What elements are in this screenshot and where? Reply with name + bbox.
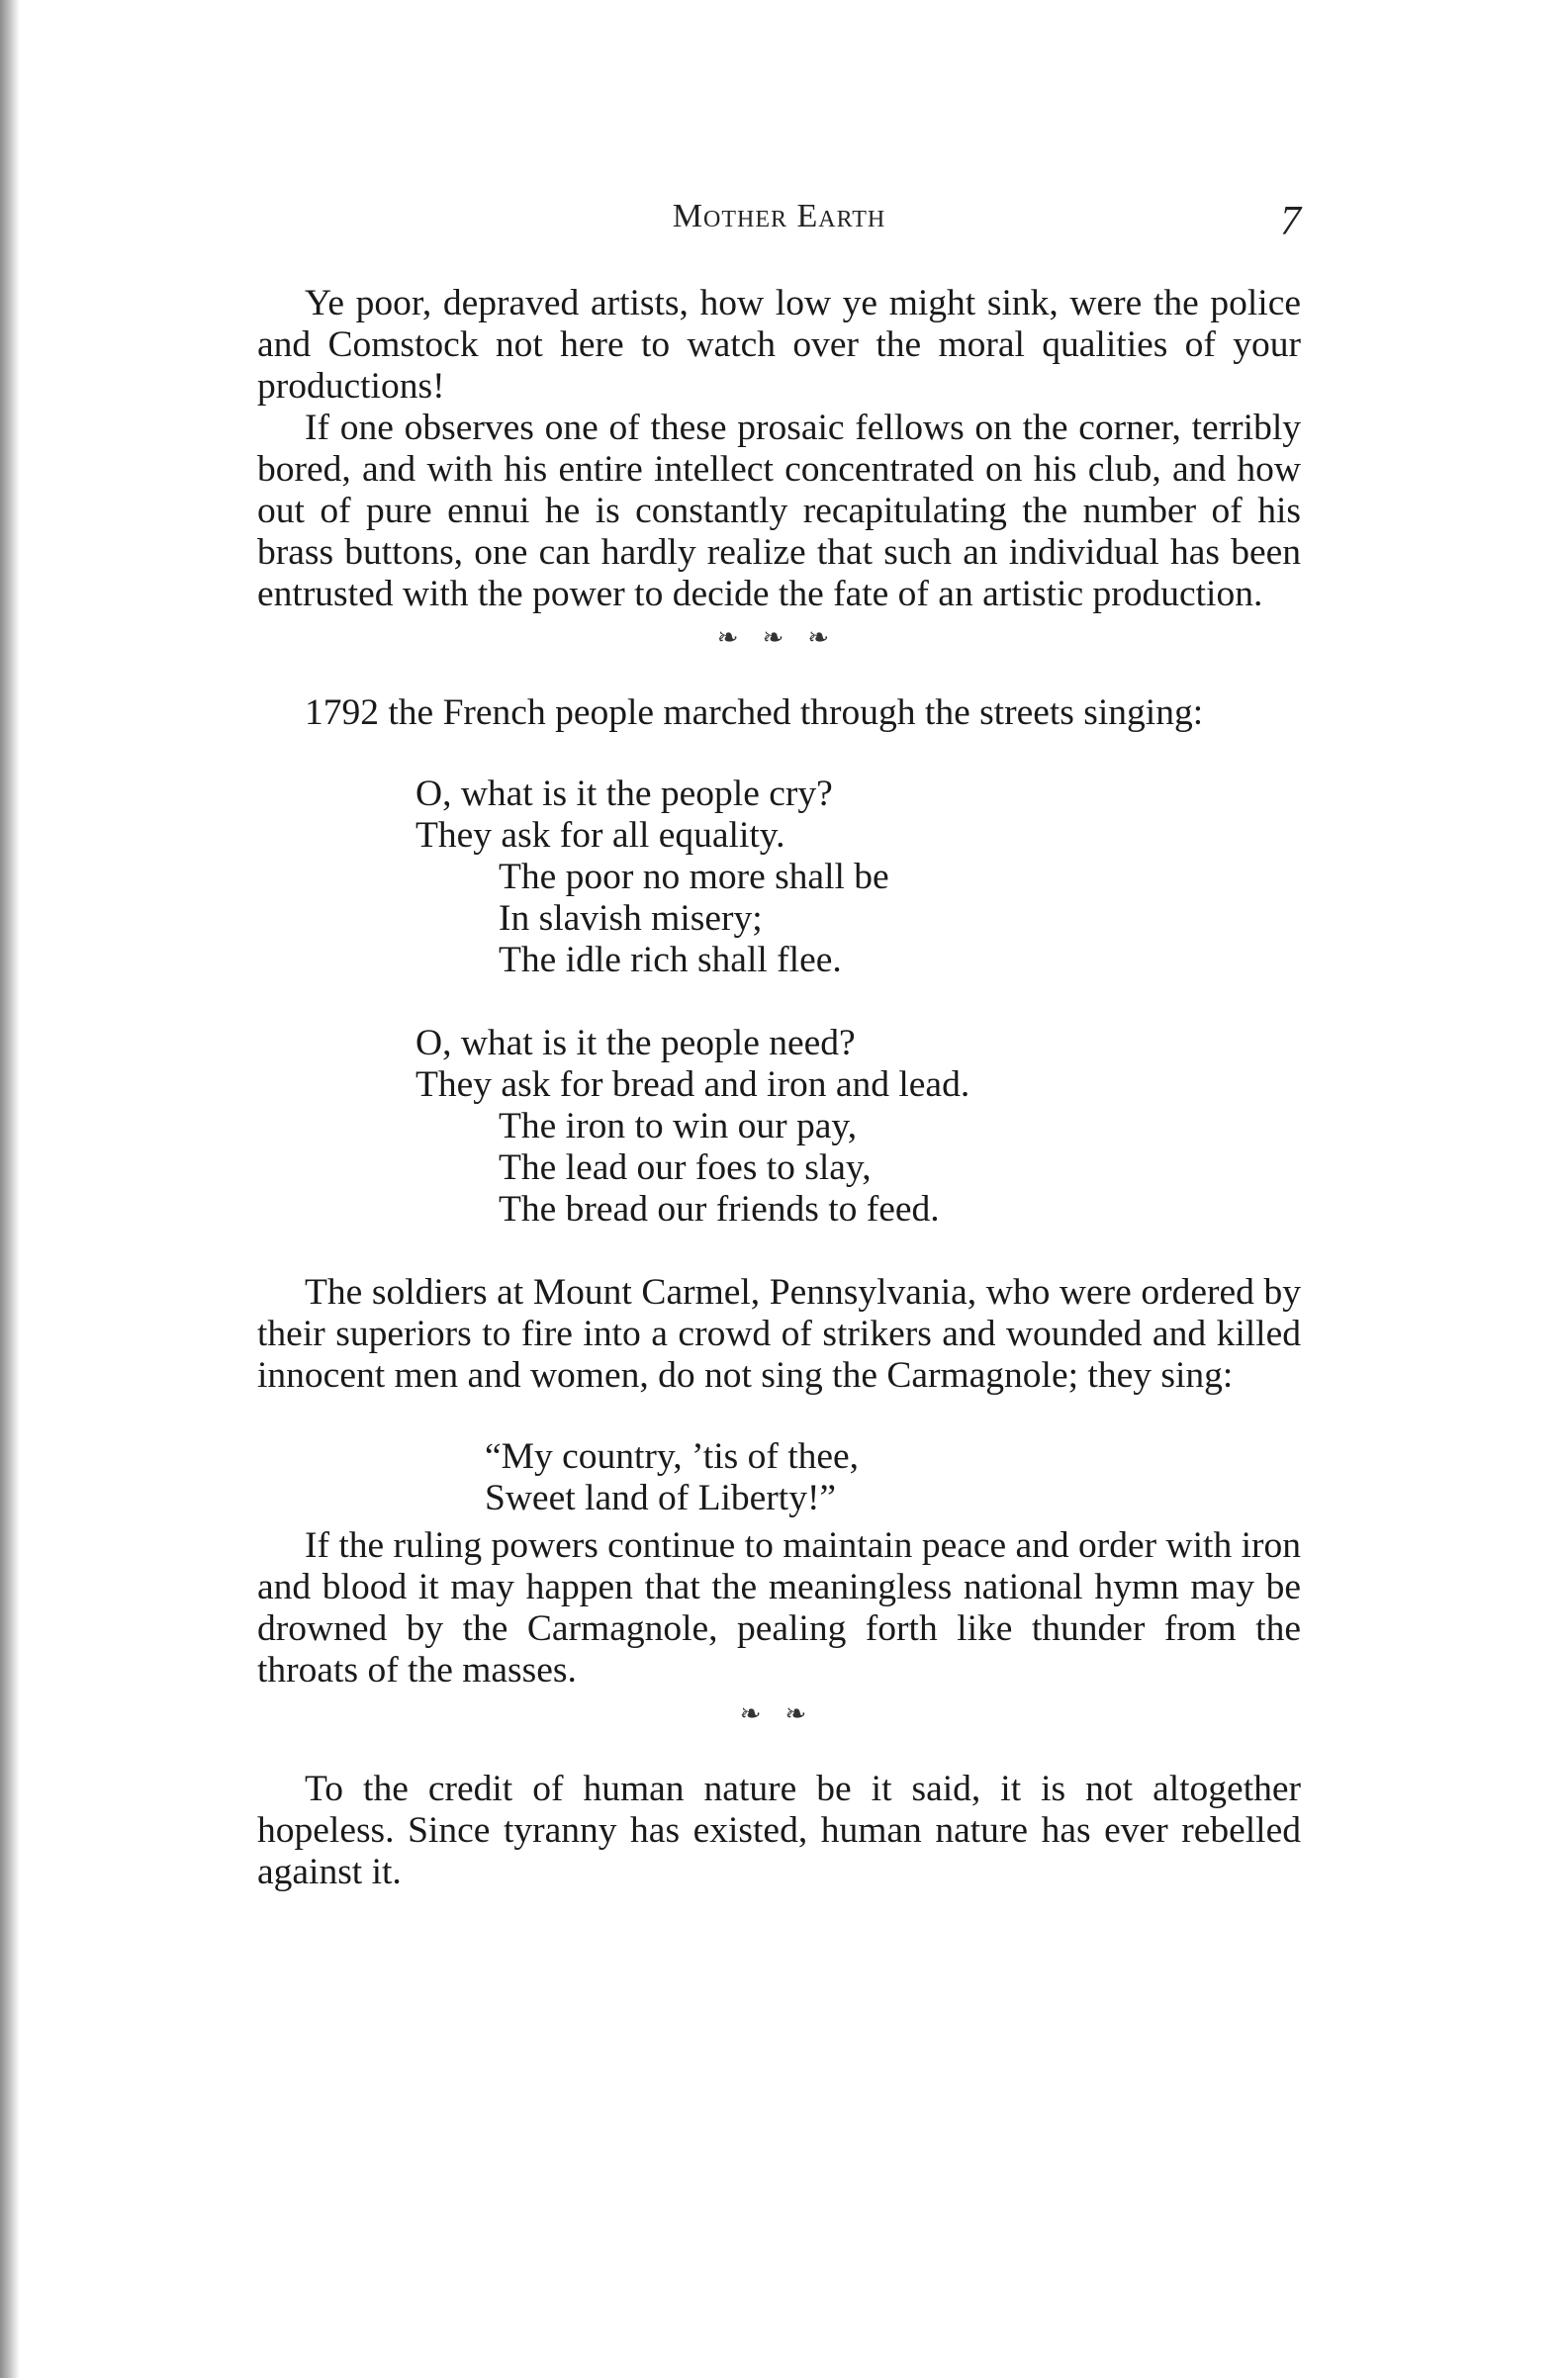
quote-line: Sweet land of Liberty!” <box>485 1478 837 1518</box>
verse-line: The idle rich shall flee. <box>499 940 842 980</box>
verse-line: The iron to win our pay, <box>499 1106 858 1146</box>
leaf-ornament-icon: ❧ <box>762 623 796 652</box>
verse-line: They ask for bread and iron and lead. <box>415 1064 970 1105</box>
running-title: Mother Earth <box>672 198 886 234</box>
running-head <box>257 198 1301 243</box>
leaf-ornament-icon: ❧ <box>807 623 842 652</box>
leaf-ornament-icon: ❧ <box>784 1699 819 1728</box>
section-ornament-1 <box>257 623 1301 653</box>
verse-line: They ask for all equality. <box>415 815 785 856</box>
anthem-quote <box>485 1436 1301 1519</box>
paragraph-1: Ye poor, depraved artists, how low ye might sink, were the police and Comstock not here to watch over the moral qualities of your productions! <box>257 283 1301 407</box>
section-ornament-2 <box>257 1699 1301 1729</box>
page-number: 7 <box>1280 199 1301 244</box>
carmagnole-verse <box>415 774 1301 1231</box>
verse-line: The bread our friends to feed. <box>499 1189 940 1230</box>
verse-stanza-1 <box>415 774 1301 981</box>
paragraph-5: If the ruling powers continue to maintain peace and order with iron and blood it may happen that the meaningless national hymn may be drowned by the Carmagnole, pealing forth like thunder from the throats of the masses. <box>257 1525 1301 1691</box>
page-gutter-shadow <box>0 0 20 2378</box>
verse-line: O, what is it the people cry? <box>415 774 833 814</box>
verse-line: O, what is it the people need? <box>415 1023 856 1063</box>
verse-stanza-2 <box>415 1023 1301 1231</box>
verse-line: The lead our foes to slay, <box>499 1147 872 1188</box>
paragraph-3: 1792 the French people marched through the streets singing: <box>305 692 1204 733</box>
leaf-ornament-icon: ❧ <box>739 1699 774 1728</box>
leaf-ornament-icon: ❧ <box>716 623 751 652</box>
paragraph-4: The soldiers at Mount Carmel, Pennsylvania, who were ordered by their superiors to fire into a crowd of strikers and wounded and killed innocent men and women, do not sing the Carmagnole; they sing: <box>257 1272 1301 1396</box>
paragraph-2: If one observes one of these prosaic fellows on the corner, terribly bored, and with his entire intellect concentrated on his club, and how out of pure ennui he is constantly recapitulating the number of his brass buttons, one can hardly realize that such an individual has been entrusted with the power to decide the fate of an artistic production. <box>257 408 1301 614</box>
verse-line: The poor no more shall be <box>499 857 889 897</box>
paragraph-6: To the credit of human nature be it said, it is not altogether hopeless. Since tyranny has existed, human nature has ever rebelled against it. <box>257 1769 1301 1892</box>
verse-line: In slavish misery; <box>499 898 763 939</box>
body-text <box>257 283 1301 1893</box>
quote-line: “My country, ’tis of thee, <box>485 1436 860 1477</box>
